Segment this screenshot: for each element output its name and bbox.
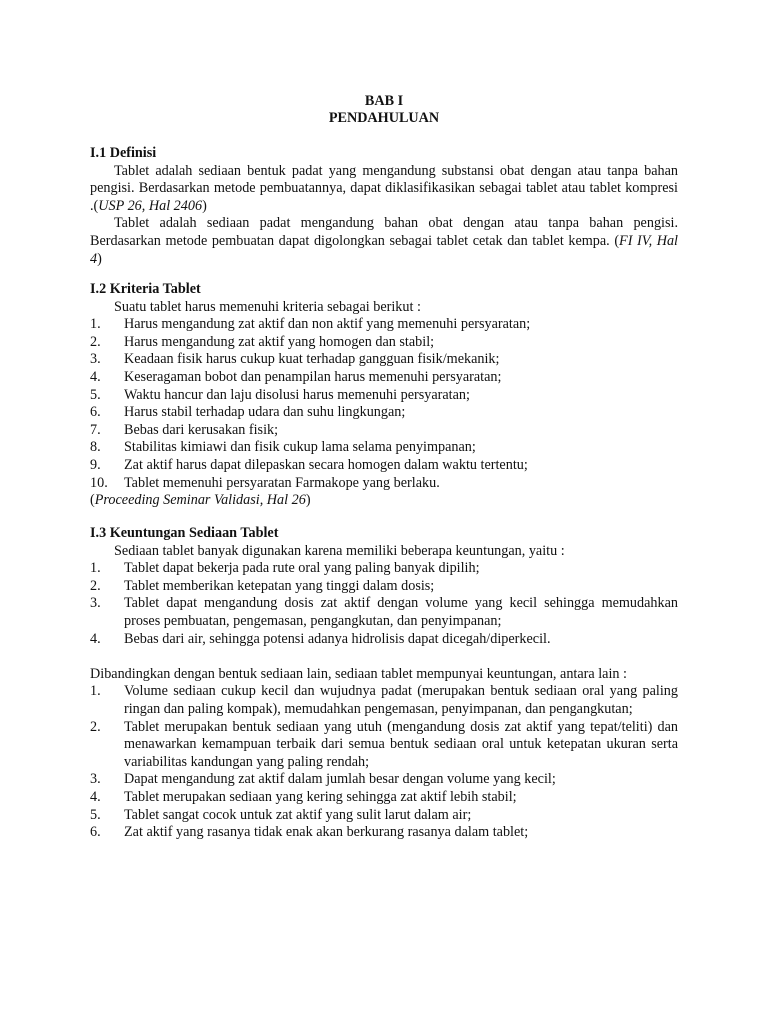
list-item-number: 6. — [90, 404, 101, 421]
advantages-list — [90, 560, 678, 648]
list-item-number: 5. — [90, 386, 101, 403]
advantages-list-2 — [90, 683, 678, 841]
list-item — [90, 475, 678, 493]
citation: Proceeding Seminar Validasi, Hal 26 — [94, 492, 306, 509]
list-item — [90, 404, 678, 422]
section-intro-2: Dibandingkan dengan bentuk sediaan lain, sediaan tablet mempunyai keuntungan, antara lain : — [90, 665, 627, 682]
list-item — [90, 387, 678, 405]
list-item — [90, 824, 678, 842]
list-item — [90, 369, 678, 387]
list-item-number: 6. — [90, 824, 101, 841]
list-item-number: 1. — [90, 683, 101, 700]
list-item — [90, 560, 678, 578]
list-item-number: 8. — [90, 439, 101, 456]
list-item-number: 5. — [90, 806, 101, 823]
list-item-text: Tablet memenuhi persyaratan Farmakope yang berlaku. — [124, 474, 440, 491]
list-item-text: Tablet merupakan sediaan yang kering sehingga zat aktif lebih stabil; — [124, 788, 517, 805]
list-item-number: 3. — [90, 351, 101, 368]
list-item-text: Tablet memberikan ketepatan yang tinggi dalam dosis; — [124, 577, 435, 594]
list-item-text: Tablet dapat bekerja pada rute oral yang paling banyak dipilih; — [124, 560, 480, 577]
list-item-text: Zat aktif yang rasanya tidak enak akan berkurang rasanya dalam tablet; — [124, 824, 529, 841]
list-item — [90, 457, 678, 475]
section-heading: I.3 Keuntungan Sediaan Tablet — [90, 525, 279, 541]
list-item-text: Waktu hancur dan laju disolusi harus memenuhi persyaratan; — [124, 386, 470, 403]
list-item-text: Zat aktif harus dapat dilepaskan secara homogen dalam waktu tertentu; — [124, 456, 528, 473]
citation-line: (Proceeding Seminar Validasi, Hal 26) — [90, 492, 311, 509]
citation: USP 26, Hal 2406 — [98, 197, 203, 214]
list-item-number: 2. — [90, 718, 101, 735]
list-item-text: Keadaan fisik harus cukup kuat terhadap gangguan fisik/mekanik; — [124, 351, 500, 368]
list-item-number: 4. — [90, 368, 101, 385]
list-item-text: Dapat mengandung zat aktif dalam jumlah besar dengan volume yang kecil; — [124, 771, 556, 788]
citation: FI IV, Hal 4 — [90, 232, 678, 267]
section-intro: Suatu tablet harus memenuhi kriteria sebagai berikut : — [114, 298, 421, 315]
list-item-text: Tablet merupakan bentuk sediaan yang utuh (mengandung dosis zat aktif yang tepat/teliti) dan menawarkan kemampuan terbaik dari semua bentuk sediaan oral untuk ketepatan ukuran serta variabilitas kandungan yang paling rendah; — [124, 718, 678, 770]
list-item — [90, 631, 678, 649]
list-item-text: Keseragaman bobot dan penampilan harus memenuhi persyaratan; — [124, 368, 502, 385]
list-item-number: 4. — [90, 630, 101, 647]
list-item — [90, 807, 678, 825]
section-intro: Sediaan tablet banyak digunakan karena memiliki beberapa keuntungan, yaitu : — [114, 542, 565, 559]
spacer — [90, 648, 678, 666]
criteria-list — [90, 316, 678, 492]
list-item — [90, 789, 678, 807]
list-item-text: Tablet sangat cocok untuk zat aktif yang sulit larut dalam air; — [124, 806, 472, 823]
list-item-text: Harus mengandung zat aktif yang homogen dan stabil; — [124, 333, 435, 350]
list-item-text: Stabilitas kimiawi dan fisik cukup lama selama penyimpanan; — [124, 439, 476, 456]
list-item — [90, 683, 678, 718]
list-item-number: 2. — [90, 577, 101, 594]
list-item-text: Harus mengandung zat aktif dan non aktif yang memenuhi persyaratan; — [124, 316, 531, 333]
section-kriteria — [90, 281, 678, 510]
list-item — [90, 771, 678, 789]
list-item-text: Tablet dapat mengandung dosis zat aktif dengan volume yang kecil sehingga memudahkan proses pembuatan, pengemasan, pengangkutan, dan penyimpanan; — [124, 595, 678, 629]
list-item — [90, 578, 678, 596]
list-item-number: 1. — [90, 560, 101, 577]
list-item — [90, 351, 678, 369]
list-item-number: 3. — [90, 595, 101, 612]
section-heading: I.1 Definisi — [90, 145, 157, 161]
list-item — [90, 439, 678, 457]
paragraph: Tablet adalah sediaan padat mengandung bahan obat dengan atau tanpa bahan pengisi. Berdasarkan metode pembuatan dapat digolongkan sebagai tablet cetak dan tablet kempa. (FI IV, Hal 4) — [90, 215, 678, 267]
chapter-number: BAB I — [364, 93, 404, 109]
section-keuntungan — [90, 525, 678, 842]
list-item-number: 4. — [90, 788, 101, 805]
paragraph: Tablet adalah sediaan bentuk padat yang mengandung substansi obat dengan atau tanpa bahan pengisi. Berdasarkan metode pembuatannya, dapat diklasifikasikan sebagai tablet atau tablet kompresi .(USP 26, Hal 2406) — [90, 162, 678, 214]
list-item-text: Harus stabil terhadap udara dan suhu lingkungan; — [124, 404, 406, 421]
list-item-number: 2. — [90, 333, 101, 350]
list-item-number: 9. — [90, 456, 101, 473]
list-item-text: Bebas dari air, sehingga potensi adanya hidrolisis dapat dicegah/diperkecil. — [124, 630, 551, 647]
section-definisi — [90, 145, 678, 268]
list-item — [90, 316, 678, 334]
list-item-number: 3. — [90, 771, 101, 788]
list-item-number: 1. — [90, 316, 101, 333]
list-item-number: 10. — [90, 474, 108, 491]
list-item — [90, 422, 678, 440]
chapter-title: PENDAHULUAN — [328, 110, 440, 126]
list-item-number: 7. — [90, 421, 101, 438]
list-item — [90, 719, 678, 772]
list-item-text: Volume sediaan cukup kecil dan wujudnya padat (merupakan bentuk sediaan oral yang paling ringan dan paling kompak), memudahkan pengemasan, penyimpanan, dan pengangkutan; — [124, 683, 678, 717]
list-item-text: Bebas dari kerusakan fisik; — [124, 421, 279, 438]
section-heading: I.2 Kriteria Tablet — [90, 281, 201, 297]
list-item — [90, 595, 678, 630]
list-item — [90, 334, 678, 352]
